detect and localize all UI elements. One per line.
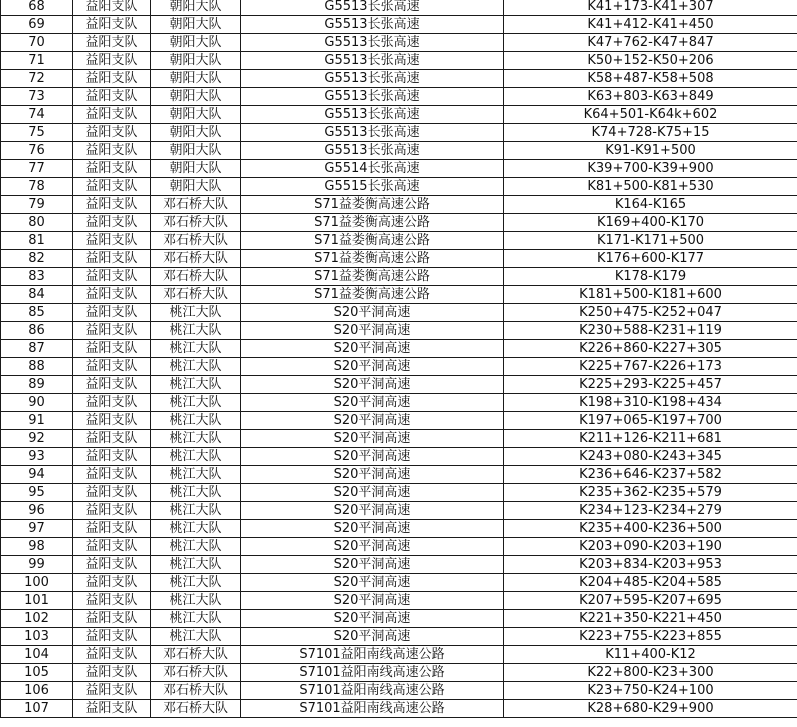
road-section-cell: K169+400-K170 bbox=[504, 214, 797, 232]
brigade-cell: 桃江大队 bbox=[151, 556, 241, 574]
road-section-cell: K176+600-K177 bbox=[504, 250, 797, 268]
brigade-cell: 桃江大队 bbox=[151, 340, 241, 358]
table-row bbox=[1, 520, 797, 538]
row-number-cell: 99 bbox=[1, 556, 73, 574]
road-section-cell: K236+646-K237+582 bbox=[504, 466, 797, 484]
road-section-cell: K39+700-K39+900 bbox=[504, 160, 797, 178]
brigade-cell: 邓石桥大队 bbox=[151, 682, 241, 700]
road-section-cell: K225+293-K225+457 bbox=[504, 376, 797, 394]
detachment-cell: 益阳支队 bbox=[73, 304, 151, 322]
row-number-cell: 100 bbox=[1, 574, 73, 592]
road-section-cell: K58+487-K58+508 bbox=[504, 70, 797, 88]
road-name-cell: S7101益阳南线高速公路 bbox=[241, 646, 504, 664]
road-name-cell: S71益娄衡高速公路 bbox=[241, 268, 504, 286]
road-name-cell: S7101益阳南线高速公路 bbox=[241, 700, 504, 718]
brigade-cell: 邓石桥大队 bbox=[151, 250, 241, 268]
detachment-cell: 益阳支队 bbox=[73, 520, 151, 538]
row-number-cell: 70 bbox=[1, 34, 73, 52]
road-name-cell: S20平洞高速 bbox=[241, 394, 504, 412]
detachment-cell: 益阳支队 bbox=[73, 286, 151, 304]
row-number-cell: 68 bbox=[1, 0, 73, 16]
table-row bbox=[1, 430, 797, 448]
road-name-cell: S20平洞高速 bbox=[241, 376, 504, 394]
detachment-cell: 益阳支队 bbox=[73, 232, 151, 250]
detachment-cell: 益阳支队 bbox=[73, 502, 151, 520]
detachment-cell: 益阳支队 bbox=[73, 178, 151, 196]
brigade-cell: 桃江大队 bbox=[151, 574, 241, 592]
road-name-cell: S71益娄衡高速公路 bbox=[241, 286, 504, 304]
row-number-cell: 72 bbox=[1, 70, 73, 88]
road-name-cell: S20平洞高速 bbox=[241, 484, 504, 502]
row-number-cell: 86 bbox=[1, 322, 73, 340]
road-name-cell: G5513长张高速 bbox=[241, 52, 504, 70]
detachment-cell: 益阳支队 bbox=[73, 376, 151, 394]
road-section-cell: K41+173-K41+307 bbox=[504, 0, 797, 16]
table-row bbox=[1, 232, 797, 250]
brigade-cell: 桃江大队 bbox=[151, 538, 241, 556]
road-section-cell: K50+152-K50+206 bbox=[504, 52, 797, 70]
road-name-cell: G5513长张高速 bbox=[241, 34, 504, 52]
row-number-cell: 87 bbox=[1, 340, 73, 358]
brigade-cell: 桃江大队 bbox=[151, 358, 241, 376]
brigade-cell: 桃江大队 bbox=[151, 430, 241, 448]
row-number-cell: 106 bbox=[1, 682, 73, 700]
table-row bbox=[1, 16, 797, 34]
road-name-cell: S20平洞高速 bbox=[241, 520, 504, 538]
brigade-cell: 朝阳大队 bbox=[151, 88, 241, 106]
row-number-cell: 77 bbox=[1, 160, 73, 178]
row-number-cell: 76 bbox=[1, 142, 73, 160]
detachment-cell: 益阳支队 bbox=[73, 124, 151, 142]
row-number-cell: 95 bbox=[1, 484, 73, 502]
road-section-cell: K198+310-K198+434 bbox=[504, 394, 797, 412]
brigade-cell: 桃江大队 bbox=[151, 322, 241, 340]
road-section-cell: K47+762-K47+847 bbox=[504, 34, 797, 52]
road-name-cell: S20平洞高速 bbox=[241, 430, 504, 448]
table-body bbox=[1, 0, 797, 718]
road-section-cell: K225+767-K226+173 bbox=[504, 358, 797, 376]
table-row bbox=[1, 142, 797, 160]
table-row bbox=[1, 268, 797, 286]
detachment-cell: 益阳支队 bbox=[73, 322, 151, 340]
table-row bbox=[1, 574, 797, 592]
row-number-cell: 97 bbox=[1, 520, 73, 538]
brigade-cell: 桃江大队 bbox=[151, 592, 241, 610]
row-number-cell: 79 bbox=[1, 196, 73, 214]
table-row bbox=[1, 646, 797, 664]
detachment-cell: 益阳支队 bbox=[73, 412, 151, 430]
row-number-cell: 98 bbox=[1, 538, 73, 556]
brigade-cell: 邓石桥大队 bbox=[151, 700, 241, 718]
brigade-cell: 桃江大队 bbox=[151, 484, 241, 502]
brigade-cell: 朝阳大队 bbox=[151, 124, 241, 142]
table-row bbox=[1, 502, 797, 520]
brigade-cell: 桃江大队 bbox=[151, 502, 241, 520]
table-row bbox=[1, 286, 797, 304]
detachment-cell: 益阳支队 bbox=[73, 88, 151, 106]
road-name-cell: S20平洞高速 bbox=[241, 574, 504, 592]
road-name-cell: S71益娄衡高速公路 bbox=[241, 214, 504, 232]
road-name-cell: G5513长张高速 bbox=[241, 70, 504, 88]
row-number-cell: 101 bbox=[1, 592, 73, 610]
brigade-cell: 邓石桥大队 bbox=[151, 232, 241, 250]
road-name-cell: G5513长张高速 bbox=[241, 0, 504, 16]
road-section-cell: K171-K171+500 bbox=[504, 232, 797, 250]
detachment-cell: 益阳支队 bbox=[73, 484, 151, 502]
table-row bbox=[1, 106, 797, 124]
road-name-cell: G5514长张高速 bbox=[241, 160, 504, 178]
detachment-cell: 益阳支队 bbox=[73, 394, 151, 412]
road-section-cell: K181+500-K181+600 bbox=[504, 286, 797, 304]
detachment-cell: 益阳支队 bbox=[73, 628, 151, 646]
road-section-cell: K204+485-K204+585 bbox=[504, 574, 797, 592]
detachment-cell: 益阳支队 bbox=[73, 700, 151, 718]
detachment-cell: 益阳支队 bbox=[73, 52, 151, 70]
road-section-cell: K234+123-K234+279 bbox=[504, 502, 797, 520]
brigade-cell: 朝阳大队 bbox=[151, 178, 241, 196]
road-name-cell: S20平洞高速 bbox=[241, 592, 504, 610]
road-section-cell: K226+860-K227+305 bbox=[504, 340, 797, 358]
brigade-cell: 桃江大队 bbox=[151, 304, 241, 322]
road-section-cell: K203+090-K203+190 bbox=[504, 538, 797, 556]
row-number-cell: 94 bbox=[1, 466, 73, 484]
road-section-cell: K41+412-K41+450 bbox=[504, 16, 797, 34]
detachment-cell: 益阳支队 bbox=[73, 250, 151, 268]
brigade-cell: 朝阳大队 bbox=[151, 142, 241, 160]
road-name-cell: S20平洞高速 bbox=[241, 304, 504, 322]
row-number-cell: 89 bbox=[1, 376, 73, 394]
table-row bbox=[1, 466, 797, 484]
detachment-cell: 益阳支队 bbox=[73, 466, 151, 484]
row-number-cell: 69 bbox=[1, 16, 73, 34]
row-number-cell: 91 bbox=[1, 412, 73, 430]
table-row bbox=[1, 250, 797, 268]
brigade-cell: 朝阳大队 bbox=[151, 34, 241, 52]
road-section-cell: K250+475-K252+047 bbox=[504, 304, 797, 322]
table-row bbox=[1, 340, 797, 358]
table-row bbox=[1, 214, 797, 232]
road-section-cell: K63+803-K63+849 bbox=[504, 88, 797, 106]
row-number-cell: 107 bbox=[1, 700, 73, 718]
brigade-cell: 邓石桥大队 bbox=[151, 268, 241, 286]
road-section-cell: K11+400-K12 bbox=[504, 646, 797, 664]
brigade-cell: 邓石桥大队 bbox=[151, 664, 241, 682]
row-number-cell: 104 bbox=[1, 646, 73, 664]
table-row bbox=[1, 484, 797, 502]
road-name-cell: G5513长张高速 bbox=[241, 88, 504, 106]
road-section-cell: K23+750-K24+100 bbox=[504, 682, 797, 700]
brigade-cell: 邓石桥大队 bbox=[151, 286, 241, 304]
detachment-cell: 益阳支队 bbox=[73, 556, 151, 574]
table-row bbox=[1, 358, 797, 376]
road-section-cell: K91-K91+500 bbox=[504, 142, 797, 160]
row-number-cell: 78 bbox=[1, 178, 73, 196]
road-name-cell: G5513长张高速 bbox=[241, 142, 504, 160]
brigade-cell: 桃江大队 bbox=[151, 412, 241, 430]
road-name-cell: S71益娄衡高速公路 bbox=[241, 250, 504, 268]
road-section-cell: K74+728-K75+15 bbox=[504, 124, 797, 142]
row-number-cell: 93 bbox=[1, 448, 73, 466]
detachment-cell: 益阳支队 bbox=[73, 448, 151, 466]
table-row bbox=[1, 682, 797, 700]
road-name-cell: S20平洞高速 bbox=[241, 556, 504, 574]
detachment-cell: 益阳支队 bbox=[73, 16, 151, 34]
table-row bbox=[1, 448, 797, 466]
brigade-cell: 朝阳大队 bbox=[151, 70, 241, 88]
road-section-cell: K221+350-K221+450 bbox=[504, 610, 797, 628]
road-section-cell: K22+800-K23+300 bbox=[504, 664, 797, 682]
road-section-cell: K203+834-K203+953 bbox=[504, 556, 797, 574]
road-name-cell: S20平洞高速 bbox=[241, 610, 504, 628]
detachment-cell: 益阳支队 bbox=[73, 160, 151, 178]
row-number-cell: 71 bbox=[1, 52, 73, 70]
brigade-cell: 桃江大队 bbox=[151, 466, 241, 484]
road-section-cell: K28+680-K29+900 bbox=[504, 700, 797, 718]
row-number-cell: 81 bbox=[1, 232, 73, 250]
road-name-cell: S7101益阳南线高速公路 bbox=[241, 682, 504, 700]
road-name-cell: S20平洞高速 bbox=[241, 358, 504, 376]
table-row bbox=[1, 304, 797, 322]
road-name-cell: S20平洞高速 bbox=[241, 412, 504, 430]
road-name-cell: S20平洞高速 bbox=[241, 628, 504, 646]
row-number-cell: 90 bbox=[1, 394, 73, 412]
brigade-cell: 桃江大队 bbox=[151, 376, 241, 394]
table-row bbox=[1, 34, 797, 52]
table-row bbox=[1, 556, 797, 574]
road-section-cell: K81+500-K81+530 bbox=[504, 178, 797, 196]
detachment-cell: 益阳支队 bbox=[73, 196, 151, 214]
road-name-cell: S20平洞高速 bbox=[241, 466, 504, 484]
row-number-cell: 85 bbox=[1, 304, 73, 322]
detachment-cell: 益阳支队 bbox=[73, 268, 151, 286]
detachment-cell: 益阳支队 bbox=[73, 682, 151, 700]
row-number-cell: 73 bbox=[1, 88, 73, 106]
table-row bbox=[1, 412, 797, 430]
road-name-cell: S20平洞高速 bbox=[241, 448, 504, 466]
road-name-cell: S7101益阳南线高速公路 bbox=[241, 664, 504, 682]
brigade-cell: 桃江大队 bbox=[151, 520, 241, 538]
brigade-cell: 朝阳大队 bbox=[151, 106, 241, 124]
table-row bbox=[1, 160, 797, 178]
brigade-cell: 桃江大队 bbox=[151, 628, 241, 646]
detachment-cell: 益阳支队 bbox=[73, 664, 151, 682]
detachment-cell: 益阳支队 bbox=[73, 214, 151, 232]
brigade-cell: 邓石桥大队 bbox=[151, 646, 241, 664]
brigade-cell: 邓石桥大队 bbox=[151, 196, 241, 214]
table-row bbox=[1, 628, 797, 646]
detachment-cell: 益阳支队 bbox=[73, 538, 151, 556]
road-name-cell: S20平洞高速 bbox=[241, 502, 504, 520]
brigade-cell: 朝阳大队 bbox=[151, 16, 241, 34]
brigade-cell: 桃江大队 bbox=[151, 610, 241, 628]
row-number-cell: 102 bbox=[1, 610, 73, 628]
table-row bbox=[1, 88, 797, 106]
road-name-cell: G5513长张高速 bbox=[241, 16, 504, 34]
table-row bbox=[1, 376, 797, 394]
detachment-cell: 益阳支队 bbox=[73, 574, 151, 592]
table-row bbox=[1, 700, 797, 718]
road-section-cell: K197+065-K197+700 bbox=[504, 412, 797, 430]
table-row bbox=[1, 0, 797, 16]
detachment-cell: 益阳支队 bbox=[73, 142, 151, 160]
row-number-cell: 80 bbox=[1, 214, 73, 232]
row-number-cell: 96 bbox=[1, 502, 73, 520]
table-row bbox=[1, 394, 797, 412]
road-section-cell: K235+362-K235+579 bbox=[504, 484, 797, 502]
road-name-cell: S20平洞高速 bbox=[241, 538, 504, 556]
row-number-cell: 103 bbox=[1, 628, 73, 646]
road-name-cell: G5515长张高速 bbox=[241, 178, 504, 196]
road-section-cell: K211+126-K211+681 bbox=[504, 430, 797, 448]
row-number-cell: 92 bbox=[1, 430, 73, 448]
detachment-cell: 益阳支队 bbox=[73, 0, 151, 16]
road-name-cell: S20平洞高速 bbox=[241, 322, 504, 340]
detachment-cell: 益阳支队 bbox=[73, 592, 151, 610]
row-number-cell: 74 bbox=[1, 106, 73, 124]
detachment-cell: 益阳支队 bbox=[73, 358, 151, 376]
row-number-cell: 82 bbox=[1, 250, 73, 268]
table-row bbox=[1, 538, 797, 556]
table-row bbox=[1, 322, 797, 340]
detachment-cell: 益阳支队 bbox=[73, 610, 151, 628]
table-row bbox=[1, 178, 797, 196]
road-section-cell: K230+588-K231+119 bbox=[504, 322, 797, 340]
detachment-cell: 益阳支队 bbox=[73, 106, 151, 124]
row-number-cell: 83 bbox=[1, 268, 73, 286]
row-number-cell: 84 bbox=[1, 286, 73, 304]
brigade-cell: 邓石桥大队 bbox=[151, 214, 241, 232]
road-section-cell: K178-K179 bbox=[504, 268, 797, 286]
road-section-cell: K223+755-K223+855 bbox=[504, 628, 797, 646]
brigade-cell: 桃江大队 bbox=[151, 394, 241, 412]
detachment-cell: 益阳支队 bbox=[73, 646, 151, 664]
row-number-cell: 105 bbox=[1, 664, 73, 682]
table-row bbox=[1, 610, 797, 628]
brigade-cell: 朝阳大队 bbox=[151, 160, 241, 178]
table-row bbox=[1, 124, 797, 142]
road-name-cell: G5513长张高速 bbox=[241, 106, 504, 124]
table-row bbox=[1, 52, 797, 70]
row-number-cell: 75 bbox=[1, 124, 73, 142]
road-name-cell: S20平洞高速 bbox=[241, 340, 504, 358]
table-row bbox=[1, 592, 797, 610]
road-section-cell: K64+501-K64k+602 bbox=[504, 106, 797, 124]
road-section-cell: K235+400-K236+500 bbox=[504, 520, 797, 538]
road-name-cell: S71益娄衡高速公路 bbox=[241, 196, 504, 214]
brigade-cell: 桃江大队 bbox=[151, 448, 241, 466]
detachment-cell: 益阳支队 bbox=[73, 70, 151, 88]
detachment-cell: 益阳支队 bbox=[73, 430, 151, 448]
road-section-cell: K207+595-K207+695 bbox=[504, 592, 797, 610]
table-row bbox=[1, 196, 797, 214]
road-section-cell: K243+080-K243+345 bbox=[504, 448, 797, 466]
road-name-cell: G5513长张高速 bbox=[241, 124, 504, 142]
table-row bbox=[1, 664, 797, 682]
detachment-cell: 益阳支队 bbox=[73, 340, 151, 358]
brigade-cell: 朝阳大队 bbox=[151, 52, 241, 70]
brigade-cell: 朝阳大队 bbox=[151, 0, 241, 16]
road-name-cell: S71益娄衡高速公路 bbox=[241, 232, 504, 250]
detachment-cell: 益阳支队 bbox=[73, 34, 151, 52]
table-row bbox=[1, 70, 797, 88]
row-number-cell: 88 bbox=[1, 358, 73, 376]
road-section-cell: K164-K165 bbox=[504, 196, 797, 214]
